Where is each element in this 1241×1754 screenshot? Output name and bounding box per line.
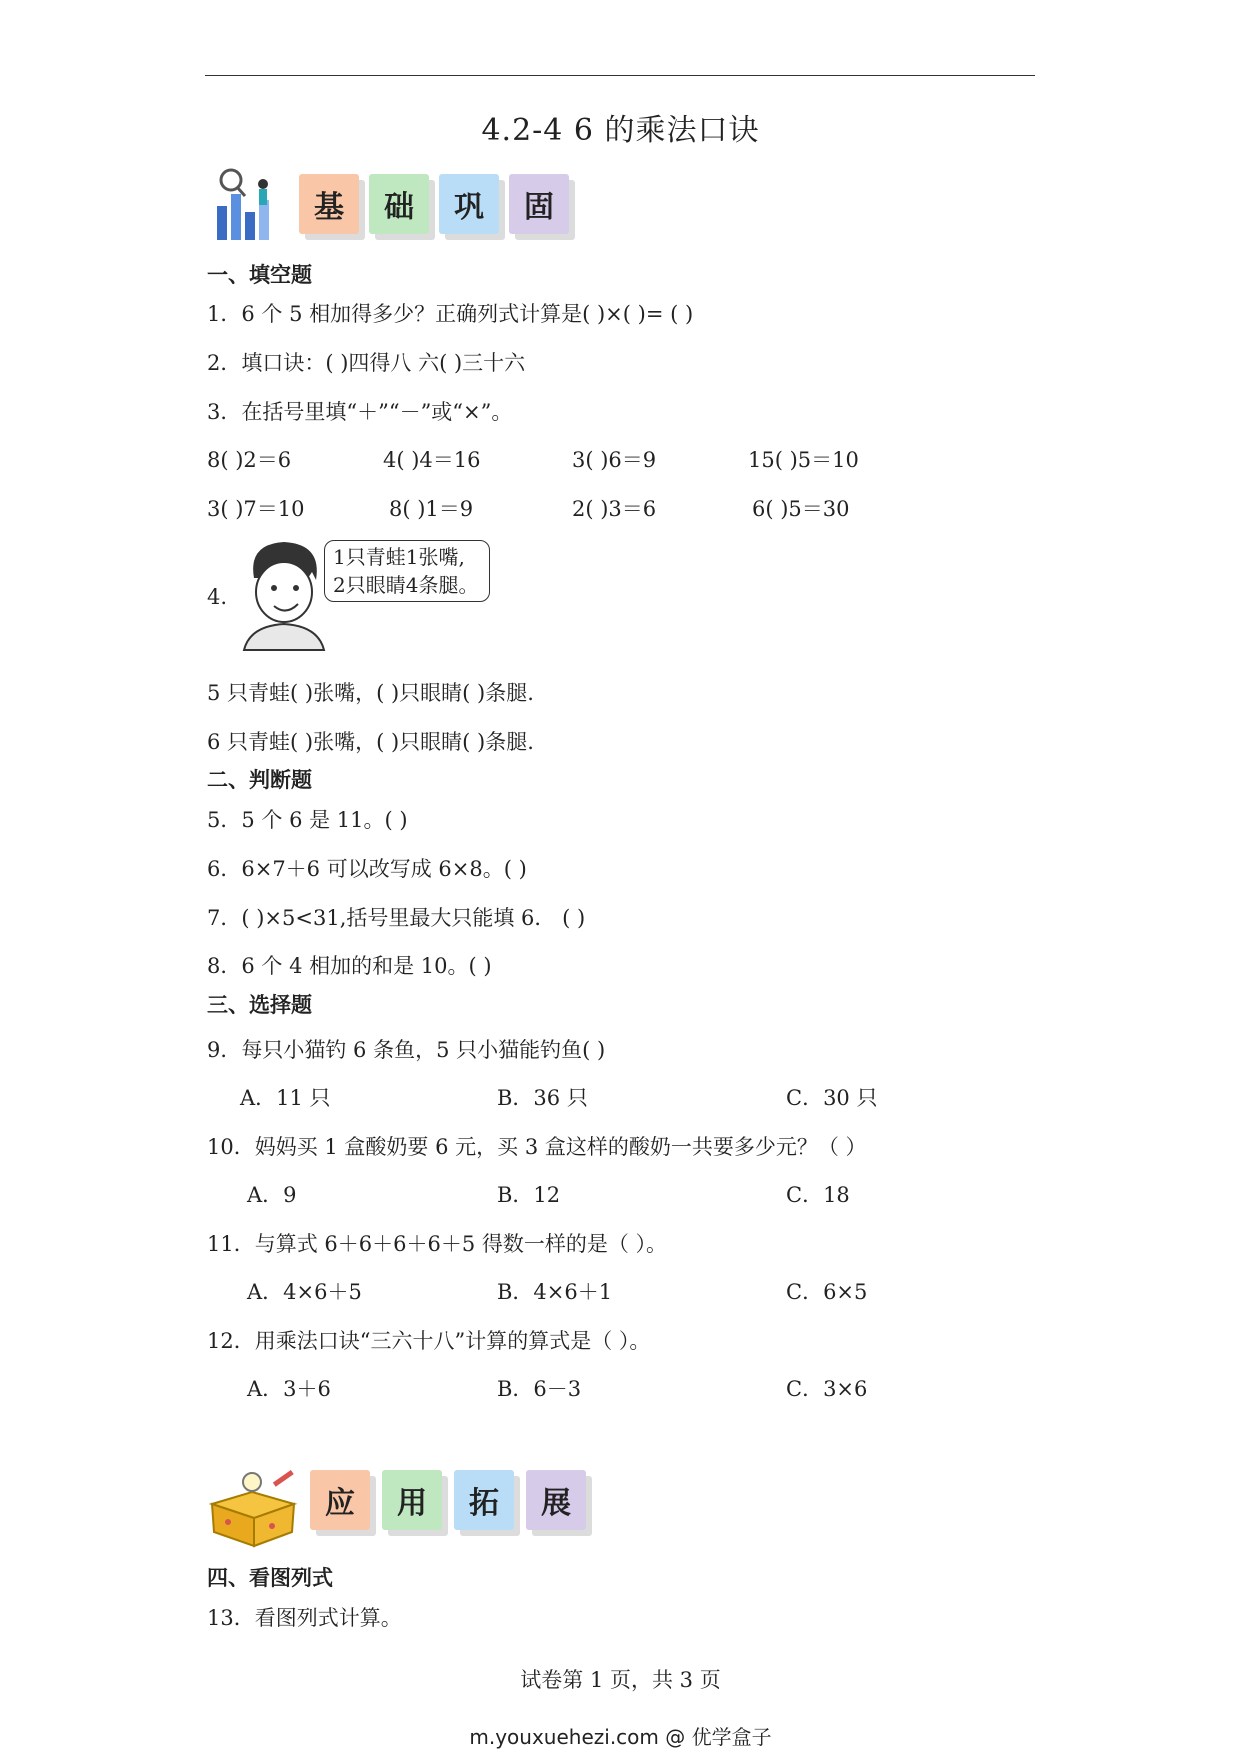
section-picture-equation: 四、看图列式: [207, 1566, 333, 1590]
toolbox-illustration-icon: [206, 1470, 300, 1550]
q3-row2-item: 2( )3＝6: [572, 497, 657, 521]
banner-tile-tuo: 拓: [454, 1470, 514, 1530]
banner-tile-ying: 应: [310, 1470, 370, 1530]
analytics-illustration-icon: [205, 166, 285, 246]
speech-bubble-line: 1只青蛙1张嘴,: [333, 545, 465, 569]
option-b: B．4×6＋1: [497, 1280, 613, 1304]
question-3: 3．在括号里填“＋”“－”或“×”。: [207, 400, 513, 424]
option-c: C．30 只: [786, 1086, 878, 1110]
page-footer: 试卷第 1 页，共 3 页: [520, 1668, 721, 1692]
question-4-number: 4.: [207, 585, 228, 609]
boy-illustration-icon: [238, 538, 330, 652]
page-title: 4.2-4 6 的乘法口诀: [481, 113, 760, 148]
q3-row2-item: 3( )7＝10: [207, 497, 305, 521]
banner-tile-ji: 基: [299, 174, 359, 234]
q3-row1-item: 15( )5＝10: [748, 448, 859, 472]
option-b: B．12: [497, 1183, 561, 1207]
question-13: 13．看图列式计算。: [207, 1606, 402, 1630]
question-2: 2．填口诀：( )四得八 六( )三十六: [207, 351, 526, 375]
site-watermark: m.youxuehezi.com @ 优学盒子: [469, 1725, 772, 1749]
option-a: A．9: [247, 1183, 297, 1207]
question-4-line2: 6 只青蛙( )张嘴，( )只眼睛( )条腿.: [207, 730, 534, 754]
question-1: 1．6 个 5 相加得多少？正确列式计算是( )×( )= ( ): [207, 302, 694, 326]
q3-row1-item: 3( )6＝9: [572, 448, 657, 472]
section-choice: 三、选择题: [207, 993, 312, 1017]
question-9: 9．每只小猫钓 6 条鱼，5 只小猫能钓鱼( ): [207, 1038, 606, 1062]
banner-tile-gu: 固: [509, 174, 569, 234]
option-a: A．4×6＋5: [247, 1280, 362, 1304]
option-b: B．6－3: [497, 1377, 582, 1401]
section-fill-blank: 一、填空题: [207, 263, 312, 287]
option-b: B．36 只: [497, 1086, 588, 1110]
section-true-false: 二、判断题: [207, 768, 312, 792]
option-c: C．18: [786, 1183, 850, 1207]
speech-bubble-line: 2只眼睛4条腿。: [333, 573, 479, 597]
question-6: 6．6×7＋6 可以改写成 6×8。( ): [207, 857, 527, 881]
header-rule: [205, 75, 1035, 76]
q3-row1-item: 8( )2＝6: [207, 448, 292, 472]
banner-tile-gong: 巩: [439, 174, 499, 234]
q3-row2-item: 6( )5＝30: [752, 497, 850, 521]
speech-bubble: [324, 540, 490, 602]
question-5: 5．5 个 6 是 11。( ): [207, 808, 408, 832]
banner-tile-yong: 用: [382, 1470, 442, 1530]
q3-row1-item: 4( )4＝16: [383, 448, 481, 472]
question-12: 12．用乘法口诀“三六十八”计算的算式是（ ）。: [207, 1329, 651, 1353]
option-a: A．3＋6: [247, 1377, 331, 1401]
question-7: 7．( )×5<31,括号里最大只能填 6． ( ): [207, 906, 586, 930]
option-a: A．11 只: [240, 1086, 331, 1110]
banner-tile-chu: 础: [369, 174, 429, 234]
q3-row2-item: 8( )1＝9: [389, 497, 474, 521]
option-c: C．6×5: [786, 1280, 868, 1304]
banner-tile-zhan: 展: [526, 1470, 586, 1530]
option-c: C．3×6: [786, 1377, 868, 1401]
question-8: 8．6 个 4 相加的和是 10。( ): [207, 954, 492, 978]
question-11: 11．与算式 6＋6＋6＋6＋5 得数一样的是（ ）。: [207, 1232, 668, 1256]
question-10: 10．妈妈买 1 盒酸奶要 6 元，买 3 盒这样的酸奶一共要多少元？（ ）: [207, 1135, 867, 1159]
question-4-line1: 5 只青蛙( )张嘴，( )只眼睛( )条腿.: [207, 681, 534, 705]
